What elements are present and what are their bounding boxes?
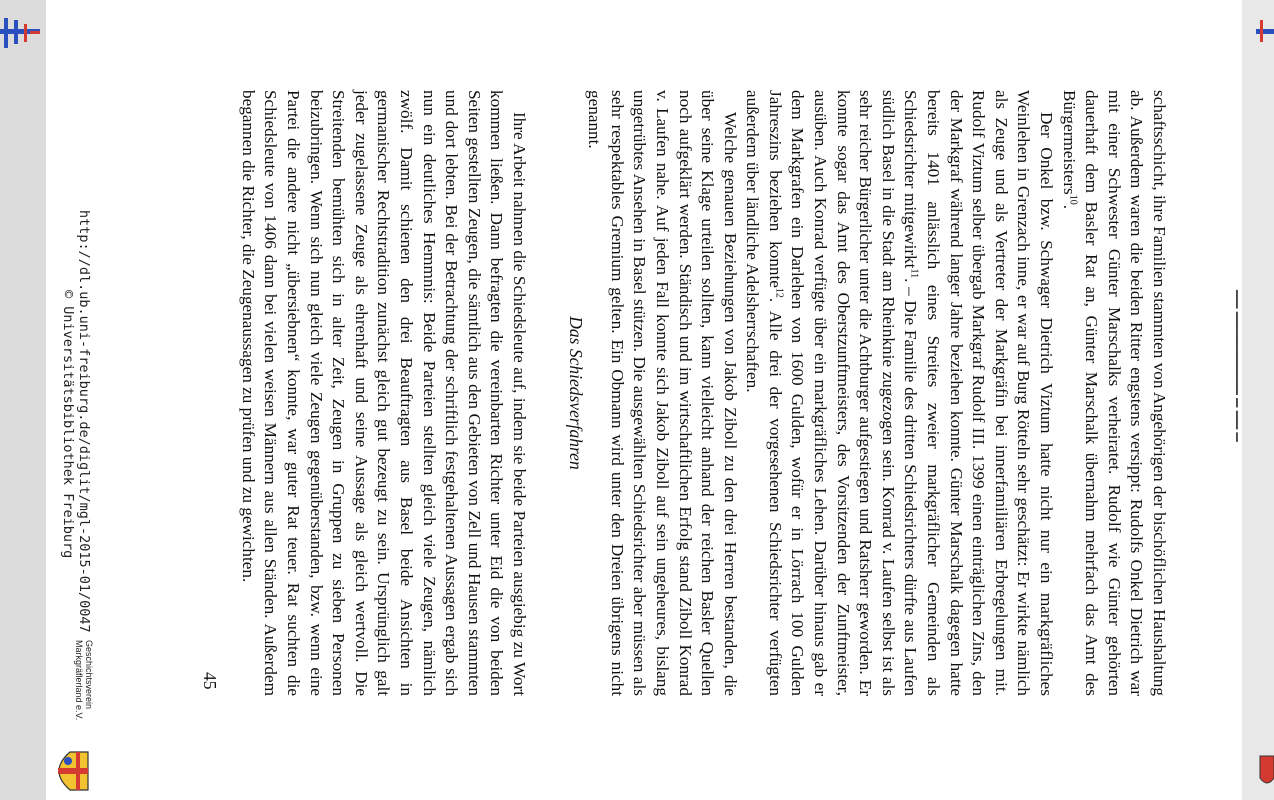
running-header-fragment: ▁▁ ▁▁▁▁▁▁▁▁▁ ▁ ▁▁ ▁ [1236,290,1250,442]
right-crest-fragment-icon [1256,750,1274,790]
left-scan-margin [0,0,46,800]
page-number: 45 [200,672,220,690]
paragraph: Ihre Arbeit nahmen die Schiedsleute auf, indem sie beide Parteien ausgiebig zu Wort kommen ließen. Dann befragten die vereinbarten Richter unter Eid die von beiden Seiten gestellten Zeugen, die sämtlich aus den Gebieten von Zell und Hausen stammten und dort lebten. Bei der Betrachtung der schriftlich festgehaltenen Aussagen ergab sich nun ein deutliches Hemmnis: Beide Parteien stellten gleich viele Zeugen, nämlich zwölf. Damit schienen den drei Beauftragten aus Basel beide Ansichten in germanischer Rechtstradition zunächst gleich gut bezeugt zu sein. Ursprünglich galt jeder zugelassene Zeuge als ehrenhaft und seine Aussage als gleich wertvoll. Die Streitenden bemühten sich in alter Zeit, Zeugen in Gruppen zu sieben Personen beizubringen. Wenn sich nun gleich viele Zeugen gegenüberstanden, bzw. wenn eine Partei die andere nicht „übersiebnen“ konnte, war guter Rat teuer. Rat suchten die Schiedsleute von 1406 dann bei vielen weisen Männern aus allen Ständen. Außerdem begannen die Richter, die Zeugenaussagen zu prüfen und zu gewichten. [238,90,529,696]
footnote-marker[interactable]: 10 [1067,194,1079,205]
footnote-marker[interactable]: 12 [773,287,785,298]
footnote-marker[interactable]: 11 [909,268,921,279]
scan-color-marker-icon [0,18,40,48]
text-column-top [583,90,1170,696]
publisher-name [74,640,94,720]
text-column-bottom [236,90,530,696]
section-heading: Das Schiedsverfahren [566,316,586,470]
rotated-page-content [46,0,1250,800]
paragraph: Der Onkel bzw. Schwager Dietrich Viztum hatte nicht nur ein markgräfliches Weinlehen in Grenzach inne, er war auf Burg Rötteln sehr geschätzt: Er wirkte nämlich als Zeuge und als Vertreter der Markgräfin bei innerfamiliären Erbregelungen mit. Rudolf Viztum selber übergab Markgraf Rudolf III. 1399 einen einträglichen Zins, den der Markgraf während langer Jahre beziehen konnte. Günter Marschalk dagegen hatte bereits 1401 anlässlich eines Streites zweier markgräflicher Gemeinden als Schiedsrichter mitgewirkt$^{11}$. – Die Familie des dritten Schiedsrichters dürfte aus Laufen südlich Basel in die Stadt am Rheinknie zugezogen sein. Konrad v. Laufen selbst ist als sehr reicher Bürgerlicher unter die Achtburger aufgestiegen und Ratsherr geworden. Er konnte sogar das Amt des Oberstzunftmeisters, des Vorsitzenden der Zunftmeister, ausüben. Auch Konrad verfügte über ein markgräfliches Lehen. Darüber hinaus gab er dem Markgrafen ein Darlehen von 1600 Gulden, wofür er in Lörrach 100 Gulden Jahreszins beziehen konnte$^{12}$. Alle drei der vorgesehenen Schiedsrichter verfügten außerdem über ländliche Adelsherrschaften. [743,90,1057,696]
publisher-line: Markgräflerland e.V. [74,640,84,721]
copyright-notice: © Universitätsbibliothek Freiburg [60,290,76,559]
paragraph: schaftsschicht, ihre Familien stammten von Angehörigen der bischöflichen Haushaltung ab. Außerdem waren die beiden Ritter engstens versippt: Rudolfs Onkel Dietrich war mit einer Schwester Günter Marschalks verheiratet. Rudolf wie Günter gehörten dauerhaft dem Basler Rat an, Günter Marschalk übernahm mehrfach das Amt des Bürgermeisters$^{10}$. [1059,90,1169,696]
source-url[interactable]: http://dl.ub.uni-freiburg.de/diglit/mgl-2015-01/0047 [76,210,92,633]
paragraph: Welche genauen Beziehungen von Jakob Ziboll zu den drei Herren bestanden, die über seine Klage urteilen sollten, kann vielleicht anhand der reichen Basler Quellen noch aufgeklärt werden. Ständisch und im wirtschaftlichen Erfolg stand Ziboll Konrad v. Laufen nahe. Auf jeden Fall konnte sich Jakob Ziboll auf sein ungeheures, bislang ungetrübtes Ansehen in Basel stützen. Die ausgewählten Schiedsrichter aber müssen als sehr respektables Gremium gelten. Ein Obmann wird unter den Dreien übrigens nicht genannt. [585,90,740,696]
society-crest-icon [52,748,92,794]
scan-color-marker-right-icon [1256,18,1274,48]
publisher-line: Geschichtsverein [84,640,94,710]
